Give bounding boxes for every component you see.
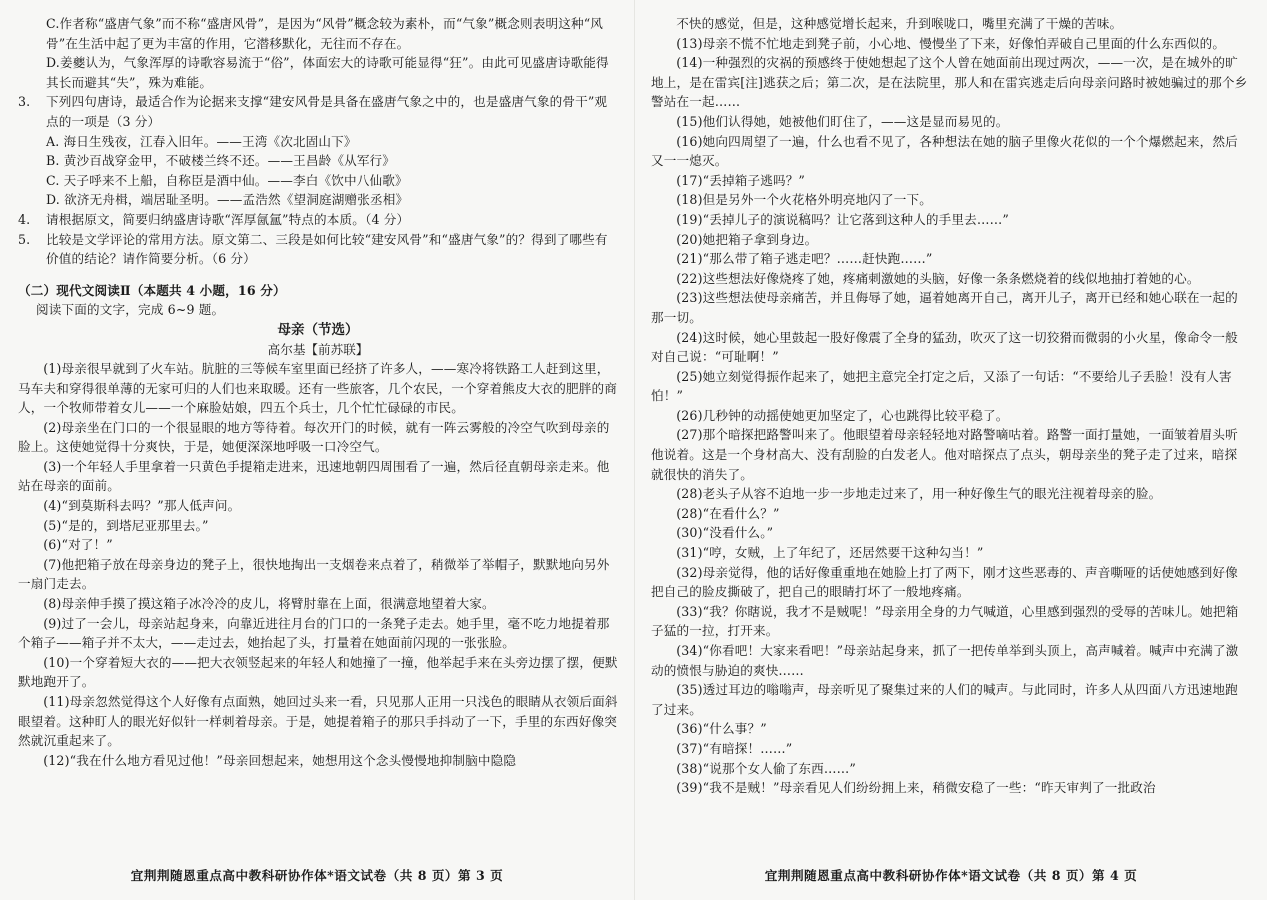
paragraph-5: (5)“是的，到塔尼亚那里去。” [43,517,209,533]
paragraph-39: (39)“我不是贼！”母亲看见人们纷纷拥上来，稍微安稳了一些：“昨天审判了一批政治 [676,780,1156,796]
paragraph-17: (17)“丢掉箱子逃吗？” [676,172,806,188]
paragraph-27: (27)那个暗探把路警叫来了。他眼望着母亲轻轻地对路警嘀咕着。路警一面打量她，一面皱着眉头听他说着。这是一个身材高大、没有刮脸的白发老人。他对暗探点了点头，朝母亲坐的凳子走了过来，暗探就很快的消失了。 [651,427,1238,482]
question-3-option-c: C. 天子呼来不上船，自称臣是酒中仙。——李白《饮中八仙歌》 [46,172,408,188]
passage-author: 高尔基【前苏联】 [267,341,369,357]
passage-paragraphs-left [18,359,618,770]
paragraph-35: (35)透过耳边的嗡嗡声，母亲听见了聚集过来的人们的喊声。与此同时，许多人从四面八方迅速地跑了过来。 [651,682,1238,717]
question-5 [18,230,618,269]
paragraph-20: (20)她把箱子拿到身边。 [676,231,818,247]
paragraph-9: (9)过了一会儿，母亲站起身来，向靠近进往月台的门口的一条凳子走去。她手里，毫不吃力地提着那个箱子——箱子并不太大，——走过去，她抬起了头，打量着在她面前闪现的一张张脸。 [18,615,610,651]
section-heading: （二）现代文阅读Ⅱ（本题共 4 小题，16 分） [18,282,286,298]
paragraph-14: (14)一种强烈的灾祸的预感终于使她想起了这个人曾在她面前出现过两次，——一次，是在城外的旷地上，是在雷宾[注]逃获之后；第二次，是在法院里，那人和在雷宾逃走后向母亲问路时被她骗过的那个乡警站在一起…… [651,55,1248,110]
paragraph-34: (34)“你看吧！大家来看吧！”母亲站起身来，抓了一把传单举到头顶上，高声喊着。喊声中充满了激动的愤恨与胁迫的爽快…… [651,643,1239,678]
option-c-text: C.作者称“盛唐气象”而不称“盛唐风骨”，是因为“风骨”概念较为素朴，而“气象”概念则表明这种“风骨”在生活中起了更为丰富的作用，它潜移默化，无往而不存在。 [46,16,604,51]
question-3-stem: 下列四句唐诗，最适合作为论据来支撑“建安风骨是具备在盛唐气象之中的，也是盛唐气象的骨干”观点的一项是（3 分） [46,94,608,129]
paragraph-28: (28)老头子从容不迫地一步一步地走过来了，用一种好像生气的眼光注视着母亲的脸。 [676,486,1162,502]
paragraph-25: (25)她立刻觉得振作起来了，她把主意完全打定之后，又添了一句话：“不要给儿子丢脸！没有人害怕！” [651,368,1232,404]
question-5-number: 5. [18,231,31,247]
paragraph-3: (3)一个年轻人手里拿着一只黄色手提箱走进来，迅速地朝四周围看了一遍，然后径直朝母亲走来。他站在母亲的面前。 [18,458,610,494]
paragraph-16: (16)她向四周望了一遍，什么也看不见了，各种想法在她的脑子里像火花似的一个个爆燃起来，然后又一一熄灭。 [651,133,1238,169]
paragraph-2: (2)母亲坐在门口的一个很显眼的地方等待着。每次开门的时候，就有一阵云雾般的冷空气吹到母亲的脸上。这使她觉得十分爽快，于是，她便深深地呼吸一口冷空气。 [18,419,610,455]
question-3-option-a: A. 海日生残夜，江春入旧年。——王湾《次北固山下》 [46,133,357,149]
passage-title: 母亲（节选） [277,321,359,338]
question-3 [18,92,618,131]
paragraph-23: (23)这些想法使母亲痛苦，并且侮辱了她，逼着她离开自己，离开儿子，离开已经和她心联在一起的那一切。 [651,290,1238,325]
paragraph-8: (8)母亲伸手摸了摸这箱子冰冷冷的皮儿，将臂肘靠在上面，很满意地望着大家。 [43,596,495,612]
paragraph-38: (38)“说那个女人偷了东西……” [676,760,856,776]
question-4-stem: 请根据原文，简要归纳盛唐诗歌“浑厚氤氲”特点的本质。（4 分） [46,211,410,227]
paragraph-32: (32)母亲觉得，他的话好像重重地在她脸上打了两下，刚才这些恶毒的、声音嘶哑的话使她感到好像把自己的脸皮撕破了，把自己的眼睛打坏了一般地疼痛。 [651,564,1238,600]
paragraph-24: (24)这时候，她心里鼓起一股好像震了全身的猛劲，吹灭了这一切狡猾而微弱的小火星，像命令一般对自己说：“可耻啊！” [651,329,1238,365]
paragraph-7: (7)他把箱子放在母亲身边的凳子上，很快地掏出一支烟卷来点着了，稍微举了举帽子，默默地向另外一扇门走去。 [18,556,610,592]
paragraph-26: (26)几秒钟的动摇使她更加坚定了，心也跳得比较平稳了。 [676,407,1009,423]
page-footer-right: 宜荆荆随恩重点高中教科研协作体*语文试卷（共 8 页）第 4 页 [764,868,1138,883]
paragraph-29: (28)“在看什么？” [676,505,780,521]
paragraph-18: (18)但是另外一个火花格外明亮地闪了一下。 [676,192,933,208]
question-4 [18,210,618,230]
paragraph-4: (4)“到莫斯科去吗？”那人低声问。 [43,498,241,514]
paragraph-12-continued: 不快的感觉，但是，这种感觉增长起来，升到喉咙口，嘴里充满了干燥的苦味。 [676,16,1123,31]
paragraph-22: (22)这些想法好像烧疼了她，疼痛刺激她的头脑，好像一条条燃烧着的线似地抽打着她的心。 [676,270,1200,286]
page-footer-left: 宜荆荆随恩重点高中教科研协作体*语文试卷（共 8 页）第 3 页 [130,868,504,883]
section-instruction: 阅读下面的文字，完成 6~9 题。 [36,302,225,318]
paragraph-37: (37)“有暗探！……” [676,740,793,756]
paragraph-33: (33)“我？你瞎说，我才不是贼呢！”母亲用全身的力气喊道，心里感到强烈的受辱的苦味儿。她把箱子猛的一拉，打开来。 [651,603,1239,639]
paragraph-6: (6)“对了！” [43,537,113,553]
paragraph-31: (31)“哼，女贼，上了年纪了，还居然要干这种勾当！” [676,545,984,561]
question-5-stem: 比较是文学评论的常用方法。原文第二、三段是如何比较“建安风骨”和“盛唐气象”的？得到了哪些有价值的结论？请作简要分析。（6 分） [46,231,608,267]
paragraph-21: (21)“那么带了箱子逃走吧？……赶快跑……” [676,251,933,267]
paragraph-15: (15)他们认得她，她被他们盯住了，——这是显而易见的。 [676,113,1009,129]
paragraph-1: (1)母亲很早就到了火车站。肮脏的三等候车室里面已经挤了许多人，——寒冷将铁路工人赶到这里，马车夫和穿得很单薄的无家可归的人们也来取暖。还有一些旅客，几个农民，一个穿着熊皮大衣的肥胖的商人，一个牧师带着女儿——一个麻脸姑娘，四五个兵士，几个忙忙碌碌的市民。 [18,360,617,416]
paragraph-30: (30)“没看什么。” [676,525,774,541]
paragraph-19: (19)“丢掉儿子的演说稿吗？让它落到这种人的手里去……” [676,211,1009,227]
option-d-text: D.姜夔认为，气象浑厚的诗歌容易流于“俗”，体面宏大的诗歌可能显得“狂”。由此可见盛唐诗歌能得其长而避其“失”，殊为难能。 [46,55,609,90]
question-3-number: 3. [18,94,31,110]
paragraph-13: (13)母亲不慌不忙地走到凳子前，小心地、慢慢坐了下来，好像怕弄破自己里面的什么东西似的。 [676,35,1226,51]
paragraph-10: (10)一个穿着短大衣的——把大衣领竖起来的年轻人和她撞了一撞，他举起手来在头旁边摆了摆，便默默地跑开了。 [18,654,618,690]
question-4-number: 4. [18,211,31,227]
paragraph-12: (12)“我在什么地方看见过他！”母亲回想起来，她想用这个念头慢慢地抑制脑中隐隐 [43,752,517,768]
passage-paragraphs-right [651,14,1249,798]
question-3-option-b: B. 黄沙百战穿金甲，不破楼兰终不还。——王昌龄《从军行》 [46,153,396,169]
paragraph-11: (11)母亲忽然觉得这个人好像有点面熟，她回过头来一看，只见那人正用一只浅色的眼睛从衣领后面斜眼望着。这种盯人的眼光好似针一样刺着母亲。于是，她提着箱子的那只手抖动了一下，手里的东西好像突然就沉重起来了。 [18,694,618,749]
paragraph-36: (36)“什么事？” [676,721,767,737]
exam-page-4 [634,0,1267,900]
question-3-option-d: D. 欲济无舟楫，端居耻圣明。——孟浩然《望洞庭湖赠张丞相》 [46,192,409,208]
